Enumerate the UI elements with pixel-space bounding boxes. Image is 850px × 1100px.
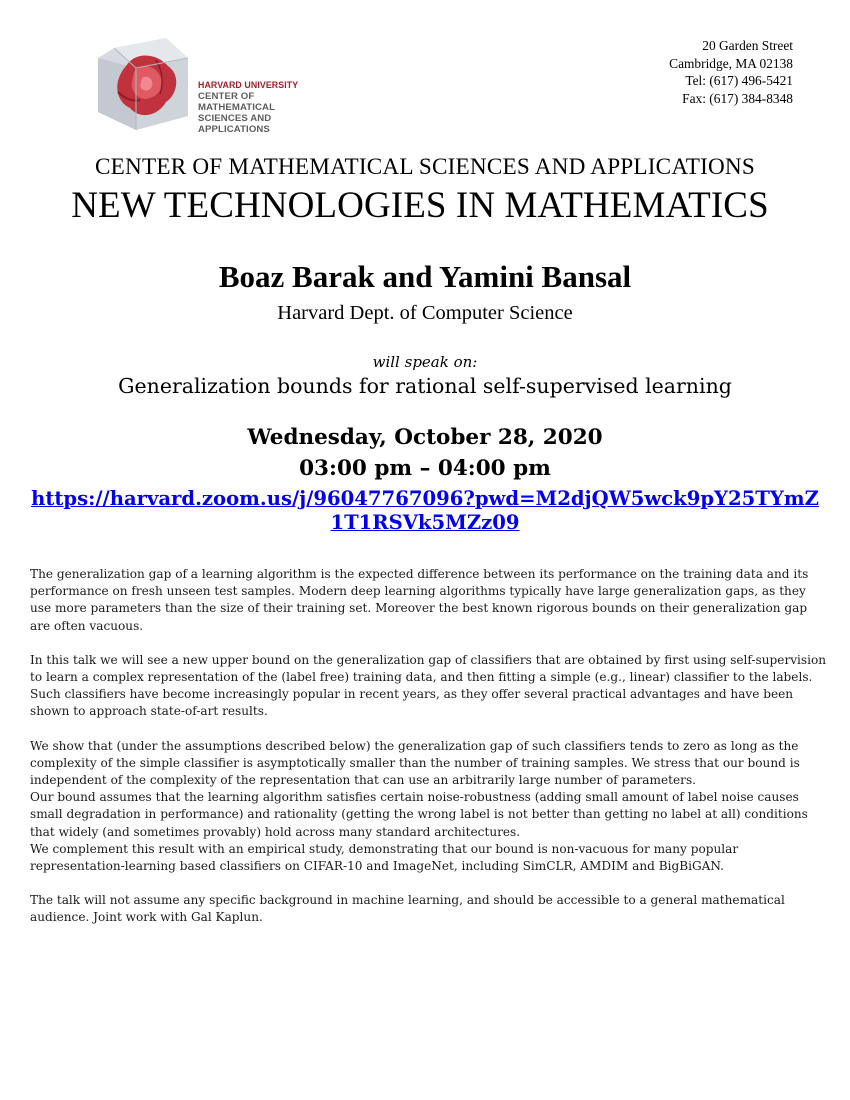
abstract-paragraph-2: In this talk we will see a new upper bound on the generalization gap of classifiers that are obtained by first using self-supervision to learn a complex representation of the (label free) training data, and then fitting a simple (e.g., linear) classifier to the labels. Such classifiers have become increasingly popular in recent years, as they offer several practical advantages and have been shown to approach state-of-art results. (30, 652, 827, 719)
abstract-paragraph-4: Our bound assumes that the learning algorithm satisfies certain noise-robustness (adding small amount of label noise causes small degradation in performance) and rationality (getting the wrong label is not better than getting no label at all) conditions that widely (and sometimes provably) hold across many standard architectures. (30, 790, 808, 839)
series-title: NEW TECHNOLOGIES IN MATHEMATICS (71, 185, 769, 226)
logo-line-university: HARVARD UNIVERSITY (198, 80, 299, 90)
cmsa-logo (96, 36, 326, 135)
will-speak-label: will speak on: (372, 353, 478, 371)
abstract-paragraph-5: We complement this result with an empirical study, demonstrating that our bound is non-vacuous for many popular representation-learning based classifiers on CIFAR-10 and ImageNet, including SimCLR, AMDIM and BigBiGAN. (30, 841, 739, 874)
talk-date: Wednesday, October 28, 2020 (247, 425, 603, 450)
address-fax: Fax: (617) 384-8348 (682, 90, 793, 106)
abstract-paragraph-6: The talk will not assume any specific background in machine learning, and should be accessible to a general mathematical audience. Joint work with Gal Kaplun. (30, 893, 785, 925)
address-tel: Tel: (617) 496-5421 (685, 73, 793, 88)
center-name-heading: CENTER OF MATHEMATICAL SCIENCES AND APPLICATIONS (95, 154, 755, 180)
zoom-link-text[interactable]: https://harvard.zoom.us/j/96047767096?pwd=M2djQW5wck9pY25TYmZ1T1RSVk5MZz09 (31, 487, 819, 534)
address-street: 20 Garden Street (702, 38, 793, 53)
logo-wordmark (198, 80, 326, 135)
talk-time: 03:00 pm – 04:00 pm (299, 456, 551, 481)
cube-logo-icon (96, 36, 191, 132)
talk-title: Generalization bounds for rational self-supervised learning (118, 374, 732, 398)
abstract-paragraph-1: The generalization gap of a learning algorithm is the expected difference between its performance on the training data and its performance on fresh unseen test samples. Modern deep learning algorithms typically have large generalization gaps, as they use more parameters than the size of their training set. Moreover the best known rigorous bounds on their generalization gap are often vacuous. (30, 567, 809, 633)
zoom-link[interactable] (30, 487, 820, 535)
speakers-heading: Boaz Barak and Yamini Bansal (218, 259, 632, 294)
speaker-affiliation: Harvard Dept. of Computer Science (277, 302, 573, 324)
logo-line-sciences: SCIENCES AND APPLICATIONS (198, 113, 272, 135)
address-block (669, 37, 793, 107)
abstract (30, 566, 830, 927)
logo-line-center: CENTER OF MATHEMATICAL (198, 91, 276, 113)
address-city: Cambridge, MA 02138 (669, 55, 793, 71)
abstract-paragraph-3: We show that (under the assumptions described below) the generalization gap of such classifiers tends to zero as long as the complexity of the simple classifier is asymptotically smaller than the number of training samples. We stress that our bound is independent of the complexity of the representation that can use an arbitrarily large number of parameters. (30, 738, 800, 788)
